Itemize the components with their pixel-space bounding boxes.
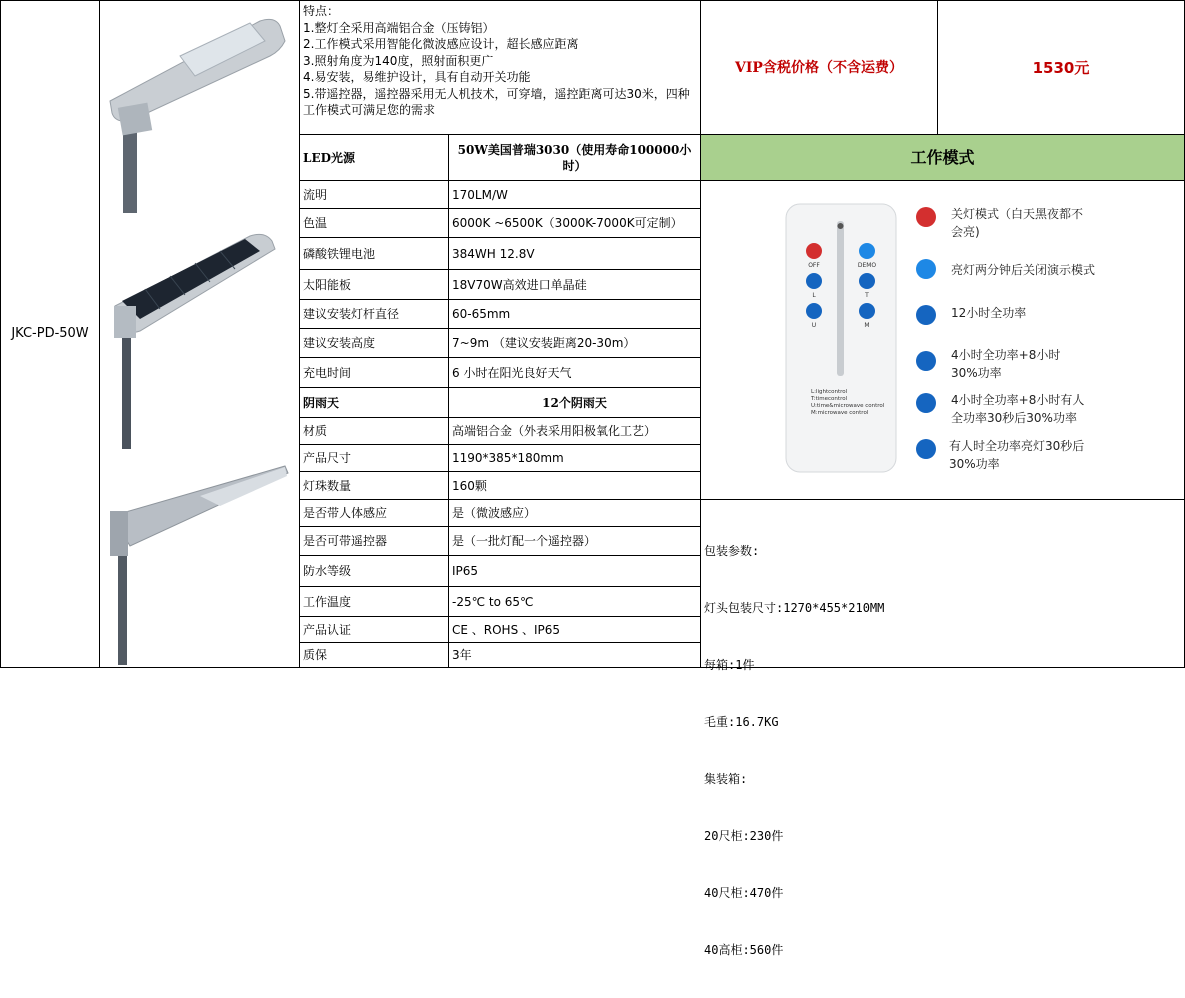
packaging-line: 40高柜:560件	[704, 943, 784, 957]
work-mode-diagram	[700, 180, 1185, 500]
mode-description: 有人时全功率亮灯30秒后30%功率	[949, 439, 1085, 471]
features-title: 特点：	[303, 4, 340, 18]
spec-name: 是否可带遥控器	[299, 526, 449, 556]
remote-legend: T:timecontrol	[811, 396, 848, 402]
mode-description: 亮灯两分钟后关闭演示模式	[951, 263, 1096, 277]
packaging-line: 20尺柜:230件	[704, 829, 784, 843]
work-mode-header	[700, 134, 1185, 181]
spec-value: 60-65mm	[448, 299, 701, 329]
spec-value: 18V70W高效进口单晶硅	[448, 269, 701, 300]
moon-icon	[916, 305, 936, 325]
spec-value: 高端铝合金（外表采用阳极氧化工艺）	[448, 417, 701, 445]
lamp-side-view-image	[110, 466, 288, 665]
model-name: JKC-PD-50W	[11, 326, 89, 341]
packaging-line: 集装箱:	[704, 772, 748, 786]
spec-name: 阴雨天	[299, 387, 449, 418]
spec-value: 1190*385*180mm	[448, 444, 701, 472]
packaging-line: 毛重:16.7KG	[704, 715, 779, 729]
lamp-solar-panel-image	[114, 234, 275, 449]
spec-name: 是否带人体感应	[299, 499, 449, 527]
spec-value: 7~9m （建议安装距离20-30m）	[448, 328, 701, 358]
packaging-line: 每箱:1件	[704, 658, 755, 672]
remote-btn-label: T	[865, 292, 869, 299]
spec-value: 12个阴雨天	[448, 387, 701, 418]
microwave-time-icon	[916, 393, 936, 413]
price-value-cell	[937, 0, 1185, 135]
spec-name: 色温	[299, 208, 449, 238]
packaging-line: 40尺柜:470件	[704, 886, 784, 900]
remote-legend: M:microwave control	[811, 410, 869, 416]
demo-play-icon	[916, 259, 936, 279]
remote-btn-label: M	[864, 322, 870, 329]
spec-name: 产品认证	[299, 616, 449, 643]
spec-name: 产品尺寸	[299, 444, 449, 472]
price-label-cell	[700, 0, 938, 135]
feature-item: 4.易安装，易维护设计，具有自动开关功能	[303, 70, 531, 84]
spec-value: 6 小时在阳光良好天气	[448, 357, 701, 388]
microwave-time-button-icon	[806, 303, 822, 319]
spec-name: 磷酸铁锂电池	[299, 237, 449, 270]
price-value: 1530元	[1032, 58, 1090, 77]
spec-value: 50W美国普瑞3030（使用寿命100000小时）	[448, 134, 701, 181]
remote-btn-label: L	[812, 292, 816, 299]
spec-value: IP65	[448, 555, 701, 587]
spec-name: 建议安装灯杆直径	[299, 299, 449, 329]
product-images-cell	[99, 0, 300, 668]
spec-name: 建议安装高度	[299, 328, 449, 358]
spec-name: 材质	[299, 417, 449, 445]
spec-name: 防水等级	[299, 555, 449, 587]
mode-description: 12小时全功率	[951, 306, 1027, 320]
clock-icon	[916, 351, 936, 371]
product-photos	[100, 1, 299, 667]
feature-item: 3.照射角度为140度，照射面积更广	[303, 53, 494, 68]
packaging-title: 包装参数:	[704, 544, 760, 558]
spec-value: CE 、ROHS 、IP65	[448, 616, 701, 643]
spec-name: 灯珠数量	[299, 471, 449, 500]
lamp-top-view-image	[110, 19, 285, 213]
microwave-button-icon	[859, 303, 875, 319]
spec-name: 流明	[299, 180, 449, 209]
spec-value: 3年	[448, 642, 701, 668]
spec-value: 384WH 12.8V	[448, 237, 701, 270]
light-control-button-icon	[806, 273, 822, 289]
model-cell	[0, 0, 100, 668]
off-button-icon	[806, 243, 822, 259]
spec-name: 充电时间	[299, 357, 449, 388]
spec-value: 170LM/W	[448, 180, 701, 209]
remote-btn-label: U	[811, 322, 817, 329]
spec-name: 质保	[299, 642, 449, 668]
mode-description: 4小时全功率+8小时有人全功率30秒后30%功率	[951, 393, 1085, 425]
spec-name: 工作温度	[299, 586, 449, 617]
spec-value: 6000K ~6500K（3000K-7000K可定制）	[448, 208, 701, 238]
spec-value: 是（微波感应）	[448, 499, 701, 527]
time-control-button-icon	[859, 273, 875, 289]
work-mode-title: 工作模式	[910, 147, 975, 167]
remote-legend: L:lightcontrol	[811, 389, 848, 395]
remote-legend: U:time&microwave control	[811, 403, 885, 409]
demo-button-icon	[859, 243, 875, 259]
spec-name: 太阳能板	[299, 269, 449, 300]
spec-value: 是（一批灯配一个遥控器）	[448, 526, 701, 556]
packaging-line: 灯头包装尺寸:1270*455*210MM	[704, 601, 885, 615]
remote-btn-label: DEMO	[857, 262, 877, 269]
price-label: VIP含税价格（不含运费）	[735, 59, 903, 76]
features-cell	[299, 0, 701, 135]
power-off-icon	[916, 207, 936, 227]
spec-name: LED光源	[299, 134, 449, 181]
remote-btn-label: OFF	[808, 262, 820, 269]
spec-value: -25℃ to 65℃	[448, 586, 701, 617]
feature-item: 5.带遥控器，遥控器采用无人机技术，可穿墙，遥控距离可达30米，四种工作模式可满足您的需求	[303, 86, 690, 117]
microwave-icon	[916, 439, 936, 459]
mode-description: 关灯模式（白天黑夜都不会亮)	[951, 207, 1084, 239]
packaging-cell	[700, 499, 1185, 957]
spec-value: 160颗	[448, 471, 701, 500]
mode-description: 4小时全功率+8小时30%功率	[951, 348, 1061, 380]
feature-item: 2.工作模式采用智能化微波感应设计，超长感应距离	[303, 37, 579, 51]
remote-control-image	[781, 199, 901, 474]
feature-item: 1.整灯全采用高端铝合金（压铸铝）	[303, 20, 495, 35]
